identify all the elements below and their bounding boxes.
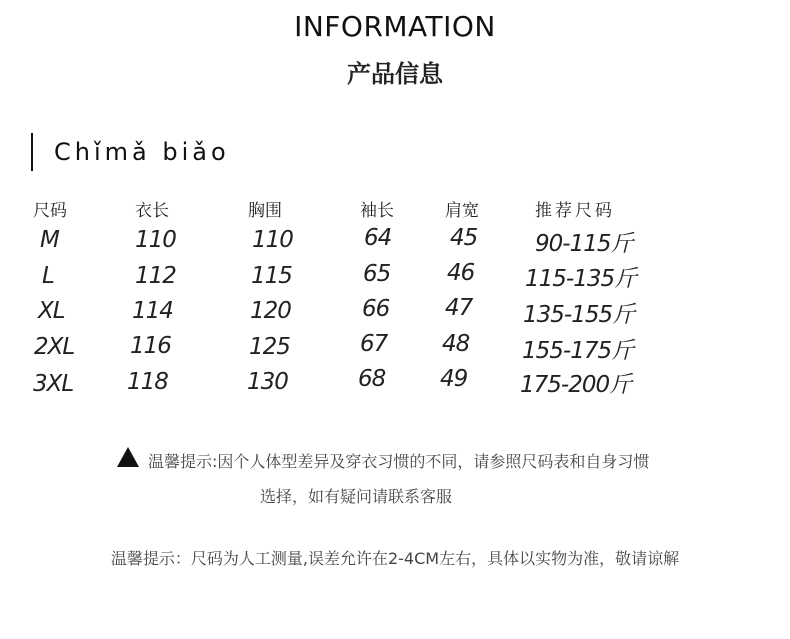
row-xl-chest: 120 bbox=[250, 298, 291, 324]
page-title-zh: 产品信息 bbox=[347, 60, 443, 88]
row-2xl-chest: 125 bbox=[249, 334, 290, 360]
row-xl-sleeve: 66 bbox=[362, 296, 390, 322]
row-xl-size: XL bbox=[38, 298, 65, 324]
row-xl-shoulder: 47 bbox=[445, 295, 473, 321]
tip-line-2: 选择，如有疑问请联系客服 bbox=[260, 487, 453, 506]
tip-line-1: 温馨提示:因个人体型差异及穿衣习惯的不同，请参照尺码表和自身习惯 bbox=[148, 452, 650, 471]
row-3xl-length: 118 bbox=[127, 369, 168, 395]
row-3xl-shoulder: 49 bbox=[440, 366, 468, 392]
row-2xl-recommended: 155-175斤 bbox=[522, 338, 634, 364]
row-l-sleeve: 65 bbox=[363, 261, 391, 287]
row-m-size: M bbox=[40, 227, 59, 253]
row-xl-length: 114 bbox=[132, 298, 173, 324]
row-xl-recommended: 135-155斤 bbox=[523, 302, 635, 328]
row-l-size: L bbox=[42, 263, 54, 289]
row-2xl-shoulder: 48 bbox=[442, 331, 470, 357]
header-size: 尺码 bbox=[33, 201, 67, 221]
row-l-recommended: 115-135斤 bbox=[525, 266, 637, 292]
header-recommended: 推荐尺码 bbox=[535, 201, 615, 221]
section-title: Chǐmǎ biǎo bbox=[54, 138, 230, 166]
row-3xl-recommended: 175-200斤 bbox=[520, 372, 632, 398]
row-l-length: 112 bbox=[135, 263, 176, 289]
row-3xl-chest: 130 bbox=[247, 369, 288, 395]
row-3xl-sleeve: 68 bbox=[358, 366, 386, 392]
measurement-note: 温馨提示：尺码为人工测量,误差允许在2-4CM左右，具体以实物为准，敬请谅解 bbox=[110, 549, 680, 568]
warning-triangle-icon bbox=[117, 447, 139, 467]
row-l-chest: 115 bbox=[251, 263, 292, 289]
row-m-shoulder: 45 bbox=[450, 225, 478, 251]
row-l-shoulder: 46 bbox=[447, 260, 475, 286]
page-title-en: INFORMATION bbox=[294, 10, 496, 43]
header-sleeve: 袖长 bbox=[360, 201, 394, 221]
row-2xl-length: 116 bbox=[130, 333, 171, 359]
header-shoulder: 肩宽 bbox=[445, 201, 479, 221]
row-m-sleeve: 64 bbox=[364, 225, 392, 251]
row-3xl-size: 3XL bbox=[33, 371, 74, 397]
row-2xl-size: 2XL bbox=[34, 334, 75, 360]
section-marker bbox=[31, 133, 33, 171]
header-length: 衣长 bbox=[135, 201, 169, 221]
row-m-chest: 110 bbox=[252, 227, 293, 253]
header-chest: 胸围 bbox=[248, 201, 282, 221]
row-m-length: 110 bbox=[135, 227, 176, 253]
row-m-recommended: 90-115斤 bbox=[535, 231, 633, 257]
row-2xl-sleeve: 67 bbox=[360, 331, 388, 357]
